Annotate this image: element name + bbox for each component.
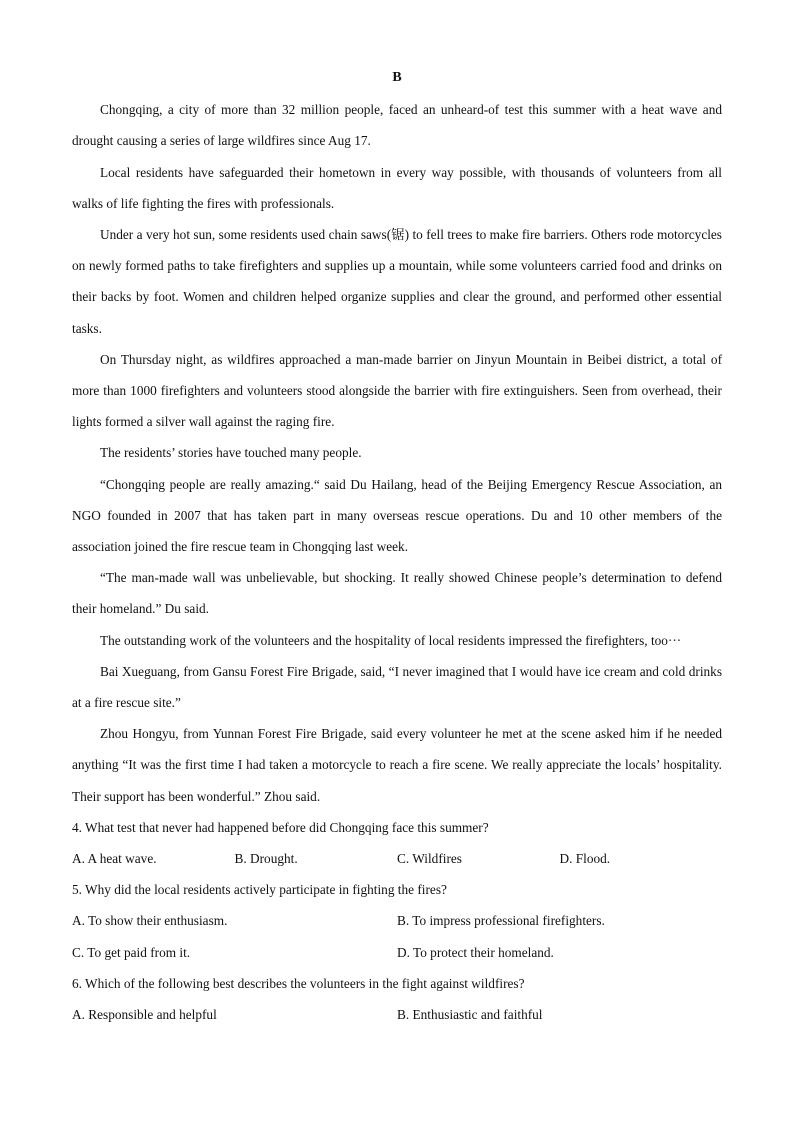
paragraph-3: Under a very hot sun, some residents used chain saws(锯) to fell trees to make fire barriers. Others rode motorcycles on newly formed paths to take firefighters and supplies up a mountain, while some volunteers carried food and drinks on their backs by foot. Women and children helped organize supplies and clear the ground, and performed other essential tasks. <box>72 227 722 336</box>
paragraph-5: The residents’ stories have touched many people. <box>100 445 362 461</box>
paragraph-7: “The man-made wall was unbelievable, but shocking. It really showed Chinese people’s determination to defend their homeland.” Du said. <box>72 570 722 617</box>
question-6-options <box>72 999 722 1030</box>
question-4-stem: 4. What test that never had happened before did Chongqing face this summer? <box>72 819 489 835</box>
document-content <box>72 62 722 1030</box>
question-6-option-a: A. Responsible and helpful <box>72 1007 217 1023</box>
question-5-stem: 5. Why did the local residents actively participate in fighting the fires? <box>72 882 447 898</box>
paragraph-10: Zhou Hongyu, from Yunnan Forest Fire Brigade, said every volunteer he met at the scene asked him if he needed anything “It was the first time I had taken a motorcycle to reach a fire scene. We really appreciate the locals’ hospitality. Their support has been wonderful.” Zhou said. <box>72 726 722 804</box>
question-4-option-a: A. A heat wave. <box>72 851 157 867</box>
question-4-option-b: B. Drought. <box>234 851 298 867</box>
paragraph-8: The outstanding work of the volunteers and the hospitality of local residents impressed the firefighters, too··· <box>100 632 682 648</box>
question-5-options-row-2 <box>72 937 722 968</box>
section-title: B <box>392 70 402 85</box>
paragraph-4: On Thursday night, as wildfires approached a man-made barrier on Jinyun Mountain in Beibei district, a total of more than 1000 firefighters and volunteers stood alongside the barrier with fire extinguishers. Seen from overhead, their lights formed a silver wall against the raging fire. <box>72 351 722 430</box>
paragraph-6: “Chongqing people are really amazing.“ said Du Hailang, head of the Beijing Emergency Rescue Association, an NGO founded in 2007 that has taken part in many overseas rescue operations. Du and 10 other members of the association joined the fire rescue team in Chongqing last week. <box>72 476 722 555</box>
paragraph-2: Local residents have safeguarded their hometown in every way possible, with thousands of volunteers from all walks of life fighting the fires with professionals. <box>72 164 722 211</box>
question-6-option-b: B. Enthusiastic and faithful <box>397 1007 543 1023</box>
question-5-options-row-1 <box>72 905 722 936</box>
paragraph-9: Bai Xueguang, from Gansu Forest Fire Brigade, said, “I never imagined that I would have ice cream and cold drinks at a fire rescue site.” <box>72 663 722 711</box>
question-5-option-d: D. To protect their homeland. <box>397 944 554 960</box>
question-4-option-c: C. Wildfires <box>397 851 462 867</box>
question-4-options <box>72 843 722 874</box>
question-5-option-a: A. To show their enthusiasm. <box>72 913 228 929</box>
question-4-option-d: D. Flood. <box>559 851 611 867</box>
question-5-option-b: B. To impress professional firefighters. <box>397 913 605 929</box>
question-5-option-c: C. To get paid from it. <box>72 944 191 960</box>
question-6-stem: 6. Which of the following best describes the volunteers in the fight against wildfires? <box>72 975 525 991</box>
paragraph-1: Chongqing, a city of more than 32 million people, faced an unheard-of test this summer with a heat wave and drought causing a series of large wildfires since Aug 17. <box>72 102 722 149</box>
